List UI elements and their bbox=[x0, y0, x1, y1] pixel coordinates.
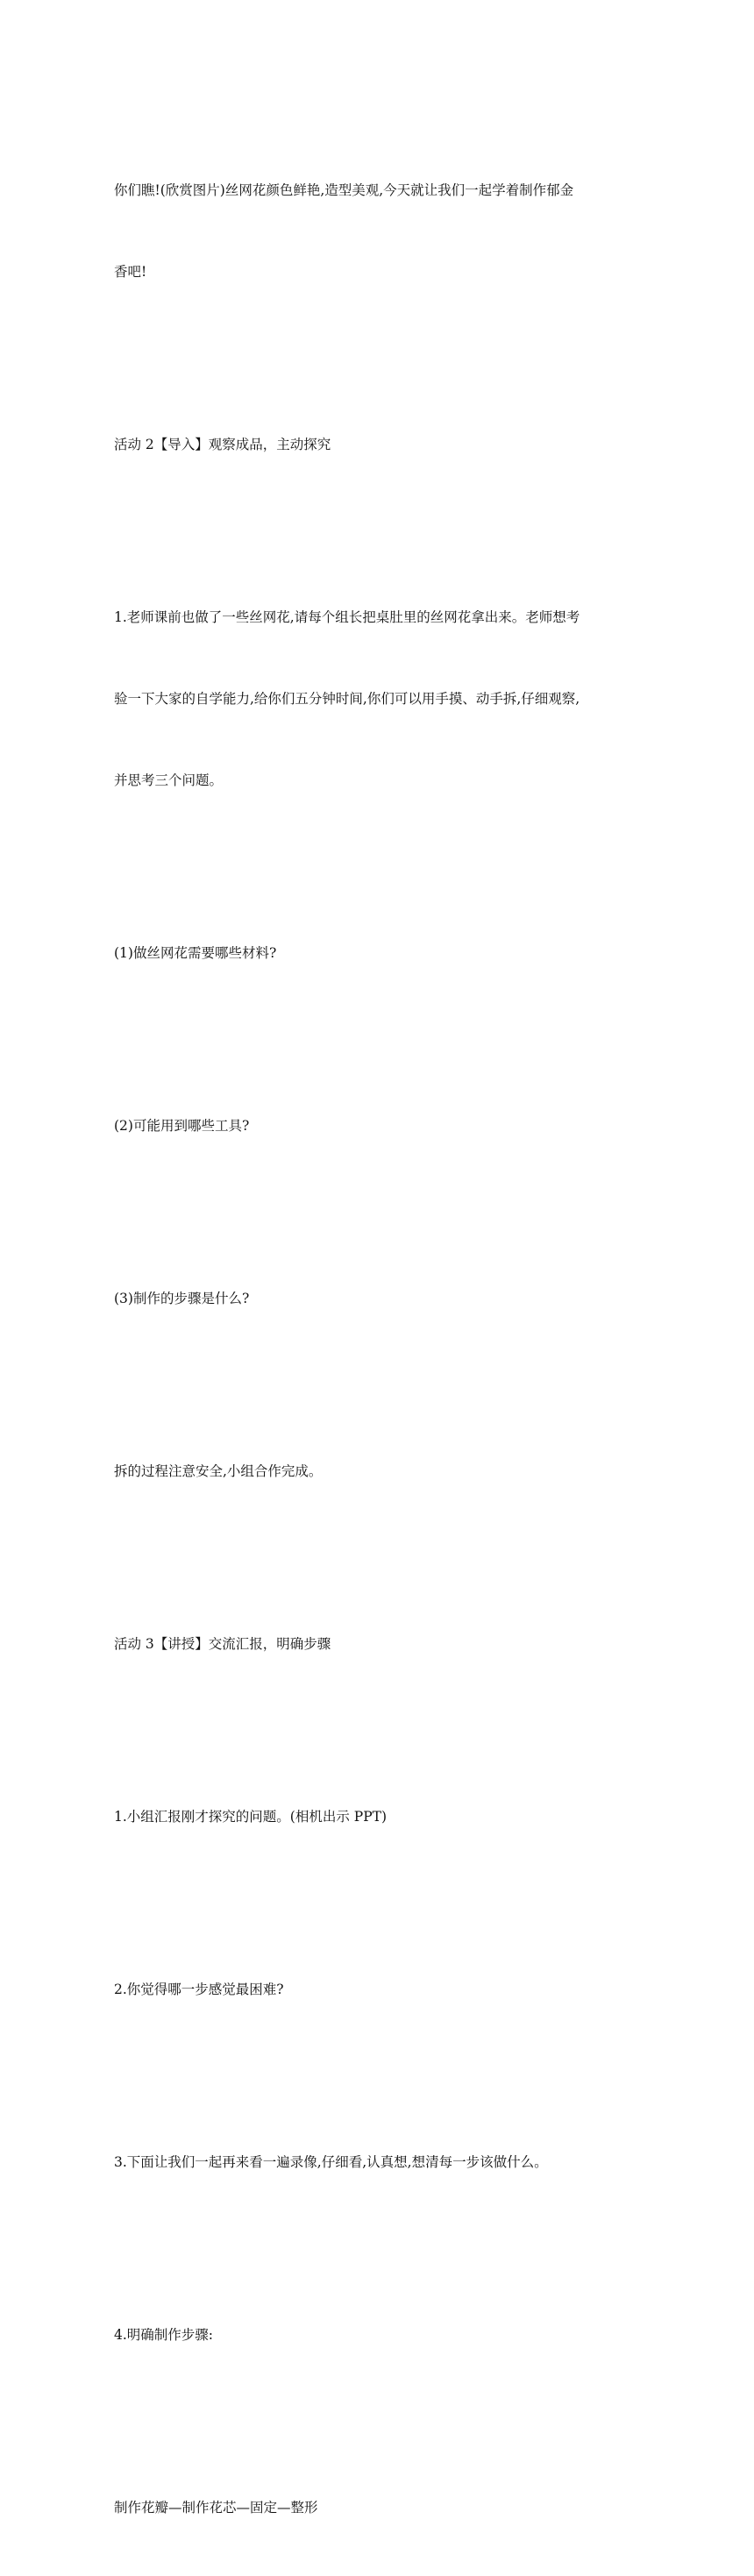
text-line: 拆的过程注意安全,小组合作完成。 bbox=[114, 1463, 323, 1479]
paragraph-intro bbox=[114, 123, 640, 340]
question-2 bbox=[114, 1058, 640, 1194]
report-step-4 bbox=[114, 2267, 640, 2403]
activity-2-heading bbox=[114, 377, 640, 513]
text-line: 验一下大家的自学能力,给你们五分钟时间,你们可以用手摸、动手拆,仔细观察, bbox=[114, 691, 580, 707]
text-line: 并思考三个问题。 bbox=[114, 772, 224, 788]
making-steps-sequence bbox=[114, 2440, 640, 2576]
text-line: 1.老师课前也做了一些丝网花,请每个组长把桌肚里的丝网花拿出来。老师想考 bbox=[114, 609, 580, 625]
report-step-3 bbox=[114, 2095, 640, 2231]
text-line: 1.小组汇报刚才探究的问题。(相机出示 PPT) bbox=[114, 1809, 388, 1825]
document-page bbox=[114, 123, 640, 2576]
report-step-2 bbox=[114, 1922, 640, 2058]
text-line: 你们瞧!(欣赏图片)丝网花颜色鲜艳,造型美观,今天就让我们一起学着制作郁金 bbox=[114, 182, 574, 198]
paragraph-step-1 bbox=[114, 550, 640, 849]
text-line: 活动 3【讲授】交流汇报，明确步骤 bbox=[114, 1636, 331, 1652]
text-line: (1)做丝网花需要哪些材料? bbox=[114, 945, 277, 961]
text-line: 制作花瓣—制作花芯—固定—整形 bbox=[114, 2500, 318, 2516]
text-line: 香吧! bbox=[114, 264, 147, 280]
text-line: 2.你觉得哪一步感觉最困难? bbox=[114, 1982, 284, 1997]
text-line: 活动 2【导入】观察成品，主动探究 bbox=[114, 437, 331, 452]
activity-3-heading bbox=[114, 1576, 640, 1712]
question-3 bbox=[114, 1231, 640, 1367]
text-line: 3.下面让我们一起再来看一遍录像,仔细看,认真想,想清每一步该做什么。 bbox=[114, 2154, 548, 2170]
text-line: (3)制作的步骤是什么? bbox=[114, 1291, 250, 1306]
text-line: 4.明确制作步骤: bbox=[114, 2327, 214, 2343]
question-1 bbox=[114, 886, 640, 1021]
text-line: (2)可能用到哪些工具? bbox=[114, 1118, 250, 1134]
safety-note bbox=[114, 1404, 640, 1540]
report-step-1 bbox=[114, 1749, 640, 1885]
